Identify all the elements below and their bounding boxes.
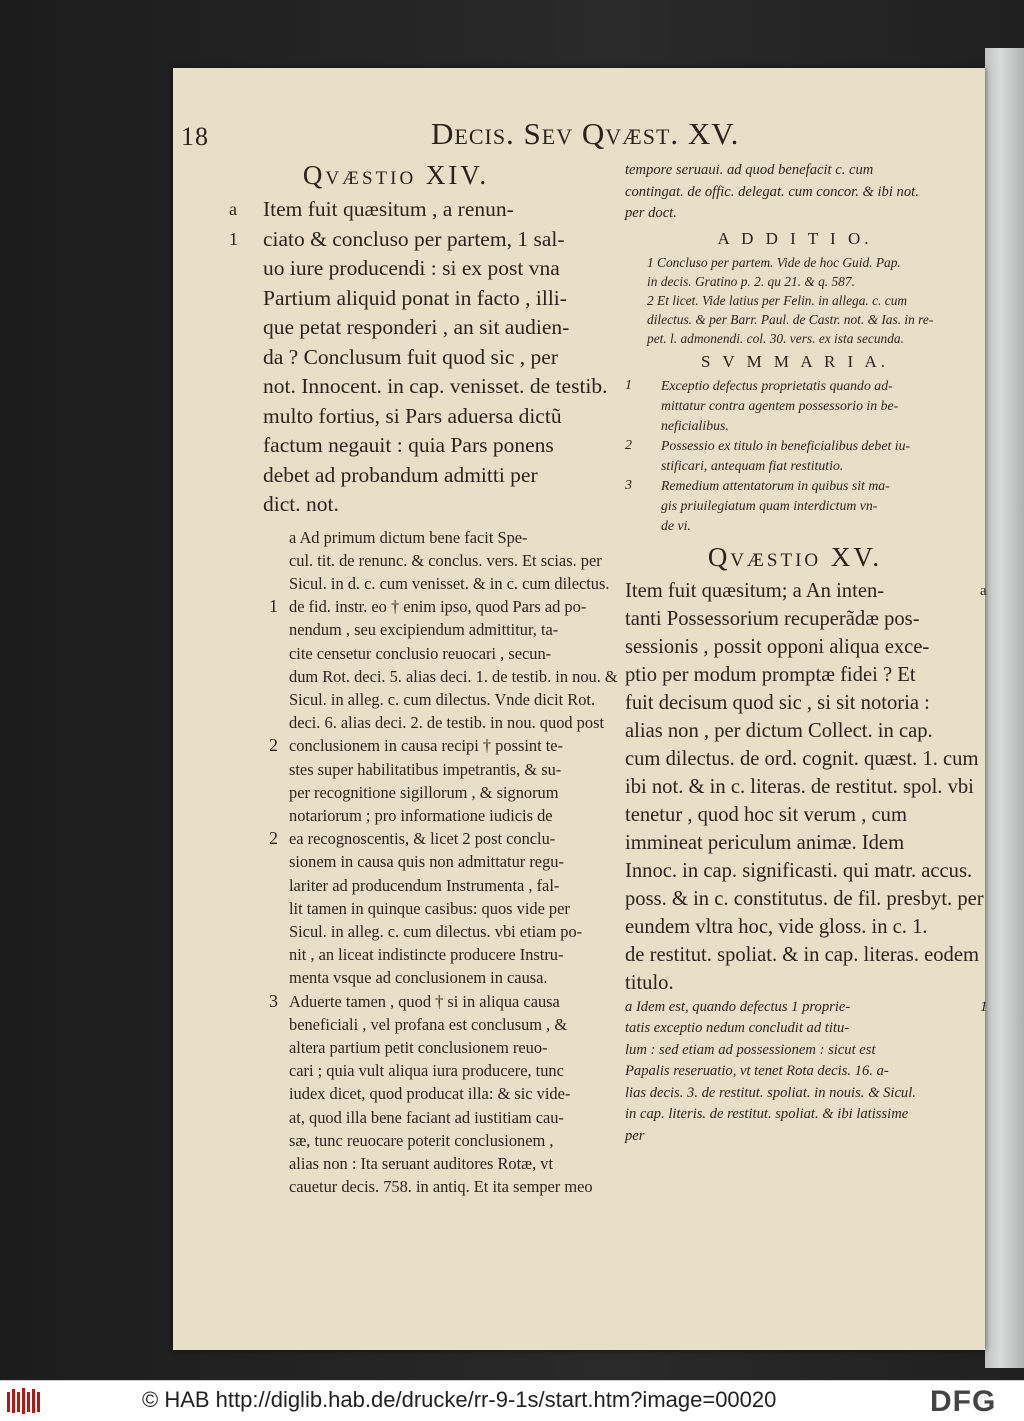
summaria-line-text: Remedium attentatorum in quibus sit ma- [661,477,890,493]
addictio-title: A D D I T I O. [717,228,873,248]
margin-note-marker: 2 [269,828,278,849]
commentary-line-text: nit , an liceat indistincte producere Instru- [289,945,564,965]
commentary-line-text: notariorum ; pro informatione iudicis de [289,805,553,825]
text-line [625,829,965,857]
margin-note-marker: a [229,199,237,219]
text-line [625,913,965,941]
question-14-title: Qvæstio XIV. [302,160,490,190]
margin-note-marker: 3 [625,477,632,493]
text-line [179,195,613,225]
footer-bar [0,1380,1024,1421]
text-line [179,461,613,491]
margin-note-marker: a [980,582,987,599]
commentary-line-text: lariter ad producendum Instrumenta , fal- [289,875,560,895]
summaria-line [625,476,965,496]
commentary-line-text: per recognitione sigillorum , & signorum [289,782,559,802]
question-15-title: Qvæstio XV. [707,541,883,572]
text-line [625,160,965,182]
commentary-line-text: Sicul. in alleg. c. cum dilectus. vbi etiam po- [289,921,583,941]
text-line-text: Partium aliquid ponat in facto , illi- [263,285,567,310]
text-line-text: immineat periculum animæ. Idem [625,831,905,854]
text-line-text: fuit decisum quod sic , si sit notoria : [625,691,930,714]
commentary-line [179,966,613,989]
summaria-title: S V M M A R I A. [700,351,890,371]
summaria-line [625,456,965,476]
commentary-line [179,526,613,549]
question-15-commentary [625,997,988,1148]
commentary-line [179,618,613,641]
text-line [179,372,613,402]
commentary-line [179,920,613,943]
commentary-line [179,874,613,897]
summaria-line-text: neficialibus. [661,417,729,433]
text-line [625,969,965,997]
addictio-line [625,310,965,329]
commentary-line-text: menta vsque ad conclusionem in causa. [289,968,548,988]
summaria-line [625,416,965,436]
commentary-line [179,595,613,618]
commentary-line [179,758,613,781]
text-line [625,689,965,717]
hab-logo-icon [6,1386,46,1416]
text-line [179,402,613,432]
text-line-text: cum dilectus. de ord. cognit. quæst. 1. cum [625,747,979,770]
page-number: 18 [181,122,209,151]
commentary-line [179,734,613,757]
addictio-notes [625,253,965,348]
commentary-line-text: cite censetur conclusio reuocari , secun- [289,643,552,663]
text-line-text: Innoc. in cap. significasti. qui matr. accus. [625,859,973,882]
commentary-line-text: a Idem est, quando defectus 1 proprie- [625,998,851,1015]
text-line-text: Item fuit quæsitum; a An inten- [625,579,885,602]
commentary-line-text: Sicul. in alleg. c. cum dilectus. Vnde dicit Rot. [289,689,596,709]
text-line-text: ciato & concluso per partem, 1 sal- [263,226,565,251]
text-line-text: ibi not. & in c. literas. de restitut. spol. vbi [625,775,974,798]
commentary-line-text: Sicul. in d. c. cum venisset. & in c. cum dilectus. [289,573,610,593]
running-title: Decis. Sev Qvæst. XV. [431,116,740,151]
question-15-text [625,577,987,997]
commentary-line [179,1129,613,1152]
summaria-line [625,496,965,516]
commentary-line-text: conclusionem in causa recipi † possint te- [289,736,564,756]
text-line [625,633,965,661]
text-line [625,885,984,913]
commentary-line-text: de fid. instr. eo † enim ipso, quod Pars ad po- [289,597,587,617]
commentary-line [179,1082,613,1105]
commentary-line-text: Papalis reseruatio, vt tenet Rota decis. 16. a- [625,1063,889,1079]
text-line-text: alias non , per dictum Collect. in cap. [625,719,933,742]
addictio-line-text: 2 Et licet. Vide latius per Felin. in allega. c. cum [647,292,908,308]
summaria-line-text: stificari, antequam fiat restitutio. [661,457,844,473]
commentary-line-text: sæ, tunc reuocare poterit conclusionem , [289,1130,554,1150]
text-line [179,284,613,314]
text-line [625,745,979,773]
text-line [179,490,613,520]
commentary-line-text: cari ; quia vult aliqua iura producere, tunc [289,1061,564,1081]
summaria-line-text: Possessio ex titulo in beneficialibus debet iu- [661,437,911,453]
text-line [625,577,987,605]
addictio-line [625,272,965,291]
commentary-line-text: sionem in causa quis non admittatur regu- [289,852,564,872]
text-line [179,343,613,373]
commentary-line [179,781,613,804]
commentary-line-text: at, quod illa bene faciant ad iustitiam cau- [289,1107,564,1127]
text-line-text: poss. & in c. constitutus. de fil. presbyt. per [625,887,984,910]
margin-note-marker: 1 [980,998,988,1015]
text-line-text: eundem vltra hoc, vide gloss. in c. 1. [625,915,928,938]
summaria-line-text: de vi. [661,517,691,533]
commentary-line-text: tatis exceptio nedum concludit ad titu- [625,1020,850,1036]
commentary-line-text: lias decis. 3. de restitut. spoliat. in nouis. & Sicul. [625,1084,916,1101]
text-line [179,225,613,255]
text-line-text: uo iure producendi : si ex post vna [263,256,560,280]
addictio-line-text: in decis. Gratino p. 2. qu 21. & q. 587. [647,273,855,289]
commentary-line [625,1126,965,1148]
commentary-line [179,549,613,572]
text-line [625,857,973,885]
book-page [173,68,988,1350]
summaria-line-text: gis priuilegiatum quam interdictum vn- [661,497,878,513]
summaria-line [625,396,965,416]
text-line-text: per doct. [625,205,677,221]
right-column [625,160,988,1147]
addictio-line-text: 1 Concluso per partem. Vide de hoc Guid. Pap. [647,254,901,270]
text-line-text: ptio per modum promptæ fidei ? Et [625,663,916,686]
text-line [625,941,980,969]
commentary-line-text: beneficiali , vel profana est conclusum , & [289,1014,568,1034]
commentary-line-text: in cap. literis. de restitut. spoliat. & ibi latissime [625,1106,909,1122]
source-credit-link[interactable]: © HAB http://diglib.hab.de/drucke/rr-9-1s/start.htm?image=00020 [142,1387,777,1412]
left-commentary [179,526,618,1199]
commentary-line [179,572,613,595]
commentary-line-text: a Ad primum dictum bene facit Spe- [289,527,528,547]
commentary-line [625,1040,965,1062]
addictio-line [625,329,965,348]
commentary-line [179,665,618,688]
commentary-line [179,850,613,873]
commentary-line-text: per [625,1127,645,1144]
commentary-line [179,1175,613,1198]
margin-note-marker: 3 [269,990,278,1011]
addictio-line-text: dilectus. & per Barr. Paul. de Castr. not. & Ias. in re- [647,311,934,327]
text-line [625,661,965,689]
text-line [625,801,965,829]
commentary-line [179,897,613,920]
addictio-line-text: pet. l. admonendi. col. 30. vers. ex ista secunda. [647,330,904,346]
text-line-text: debet ad probandum admitti per [263,462,538,487]
addictio-line [625,253,965,272]
left-main-text [179,195,613,520]
text-line-text: que petat responderi , an sit audien- [263,315,570,339]
summaria-line-text: mittatur contra agentem possessorio in be- [661,397,899,413]
text-line-text: sessionis , possit opponi aliqua exce- [625,635,930,658]
text-line [625,203,965,225]
text-line-text: contingat. de offic. delegat. cum concor. & ibi not. [625,183,919,200]
commentary-line-text: altera partium petit conclusionem reuo- [289,1037,548,1057]
commentary-line-text: deci. 6. alias deci. 2. de testib. in nou. quod post [289,713,605,733]
commentary-line-text: dum Rot. deci. 5. alias deci. 1. de testib. in nou. & [289,666,618,686]
commentary-line [179,943,613,966]
margin-note-marker: 2 [625,437,632,453]
commentary-line-text: cauetur decis. 758. in antiq. Et ita semper meo [289,1177,593,1197]
commentary-line-text: cul. tit. de renunc. & conclus. vers. Et scias. per [289,550,602,570]
commentary-line [179,711,613,734]
commentary-line-text: nendum , seu excipiendum admittitur, ta- [289,620,559,640]
margin-note-marker: 1 [625,377,632,393]
addictio-line [625,291,965,310]
text-line [179,313,613,343]
text-line [625,773,974,801]
dfg-logo: DFG [930,1385,997,1418]
commentary-line [179,1059,613,1082]
text-line-text: tanti Possessorium recuperãdæ pos- [625,607,920,630]
commentary-line-text: alias non : Ita seruant auditores Rotæ, vt [289,1153,554,1173]
text-line-text: tempore seruaui. ad quod benefacit c. cum [625,162,874,178]
commentary-line [625,1018,965,1040]
text-line [179,431,613,461]
commentary-line [625,1104,965,1126]
commentary-line [179,688,613,711]
text-line-text: Item fuit quæsitum , a renun- [263,197,514,221]
text-line-text: multo fortius, si Pars aduersa dictũ [263,403,562,428]
commentary-line [179,1152,613,1175]
text-line [625,605,965,633]
text-line-text: de restitut. spoliat. & in cap. literas. eodem [625,943,980,966]
commentary-line [179,804,613,827]
commentary-line [625,997,988,1019]
commentary-line [625,1083,965,1105]
commentary-line-text: iudex dicet, quod producat illa: & sic vide- [289,1084,571,1104]
summaria-list [625,376,965,536]
text-line [625,717,965,745]
text-line-text: not. Innocent. in cap. venisset. de testib. [263,374,608,398]
summaria-line [625,516,965,536]
next-page-edge [985,48,1024,1368]
text-line [625,182,965,204]
commentary-line [179,827,613,850]
commentary-line [179,1036,613,1059]
text-line [179,254,613,284]
commentary-line [179,642,613,665]
summaria-line [625,376,965,396]
running-header [173,116,985,156]
commentary-line [179,990,613,1013]
commentary-line-text: stes super habilitatibus impetrantis, & su- [289,759,562,779]
margin-note-marker: 2 [269,735,278,756]
right-continuation [625,160,965,225]
summaria-line [625,436,965,456]
commentary-line [179,1013,613,1036]
text-line-text: dict. not. [263,492,339,516]
commentary-line [625,1061,965,1083]
margin-note-marker: 1 [269,596,278,617]
text-line-text: tenetur , quod hoc sit verum , cum [625,803,907,826]
text-line-text: factum negauit : quia Pars ponens [263,433,554,457]
commentary-line-text: Aduerte tamen , quod † si in aliqua causa [289,991,560,1011]
commentary-line [179,1106,613,1129]
summaria-line-text: Exceptio defectus proprietatis quando ad- [661,377,893,393]
left-column [179,160,618,1198]
margin-note-marker: 1 [229,228,238,249]
text-line-text: da ? Conclusum fuit quod sic , per [263,344,558,369]
commentary-line-text: lum : sed etiam ad possessionem : sicut est [625,1041,876,1058]
text-line-text: titulo. [625,971,674,994]
commentary-line-text: lit tamen in quinque casibus: quos vide per [289,898,570,918]
commentary-line-text: ea recognoscentis, & licet 2 post conclu- [289,829,556,849]
